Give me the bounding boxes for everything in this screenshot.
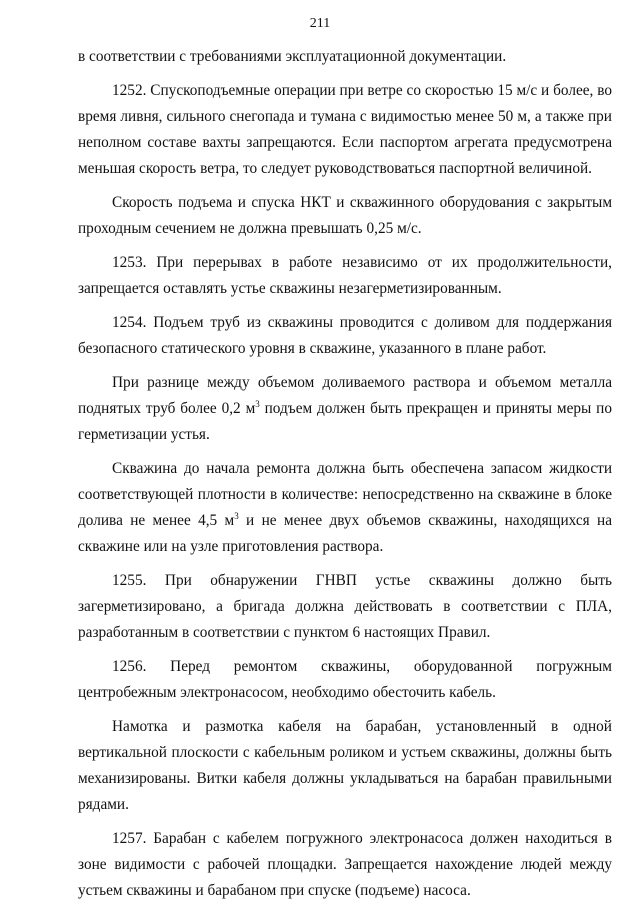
text-segment: и не менее двух объемов скважины, находящихся на скважине или на узле приготовления раствора. [78, 512, 612, 555]
text-segment: Скважина до начала ремонта должна быть обеспечена запасом жидкости соответствующей плотности в количестве: непосредственно на скважине в блоке долива не менее 4,5 м [78, 460, 612, 529]
paragraph-1252: 1252. Спускоподъемные операции при ветре со скоростью 15 м/с и более, во время ливня, сильного снегопада и тумана с видимостью менее 50 м, а также при неполном составе вахты запрещаются. Если паспортом агрегата предусмотрена меньшая скорость ветра, то следует руководствоваться паспортной величиной. [78, 82, 612, 177]
paragraph-1254-fluid-reserve [78, 456, 612, 560]
superscript: 3 [234, 510, 239, 521]
superscript: 3 [255, 398, 260, 409]
paragraph-continuation: в соответствии с требованиями эксплуатационной документации. [78, 48, 507, 65]
document-body [78, 44, 612, 912]
paragraph-1257: 1257. Барабан с кабелем погружного электронасоса должен находиться в зоне видимости с рабочей площадки. Запрещается нахождение людей между устьем скважины и барабаном при спуске (подъеме) насоса. [78, 830, 612, 899]
paragraph-1254-volume-difference [78, 370, 612, 448]
text-segment: подъем должен быть прекращен и приняты меры по герметизации устья. [78, 400, 612, 443]
text-segment: При разнице между объемом доливаемого раствора и объемом металла поднятых труб более 0,2 м [78, 374, 612, 417]
paragraph-1252-speed: Скорость подъема и спуска НКТ и скважинного оборудования с закрытым проходным сечением не должна превышать 0,25 м/с. [78, 194, 612, 237]
page-number: 211 [309, 16, 331, 31]
paragraph-1256: 1256. Перед ремонтом скважины, оборудованной погружным центробежным электронасосом, необходимо обесточить кабель. [78, 658, 612, 701]
paragraph-1253: 1253. При перерывах в работе независимо от их продолжительности, запрещается оставлять устье скважины незагерметизированным. [78, 254, 612, 297]
paragraph-1256-cable: Намотка и размотка кабеля на барабан, установленный в одной вертикальной плоскости с кабельным роликом и устьем скважины, должны быть механизированы. Витки кабеля должны укладываться на барабан правильными рядами. [78, 718, 612, 813]
paragraph-1255: 1255. При обнаружении ГНВП устье скважины должно быть загерметизировано, а бригада должна действовать в соответствии с ПЛА, разработанным в соответствии с пунктом 6 настоящих Правил. [78, 572, 612, 641]
paragraph-1254: 1254. Подъем труб из скважины проводится с доливом для поддержания безопасного статического уровня в скважине, указанного в плане работ. [78, 314, 612, 357]
